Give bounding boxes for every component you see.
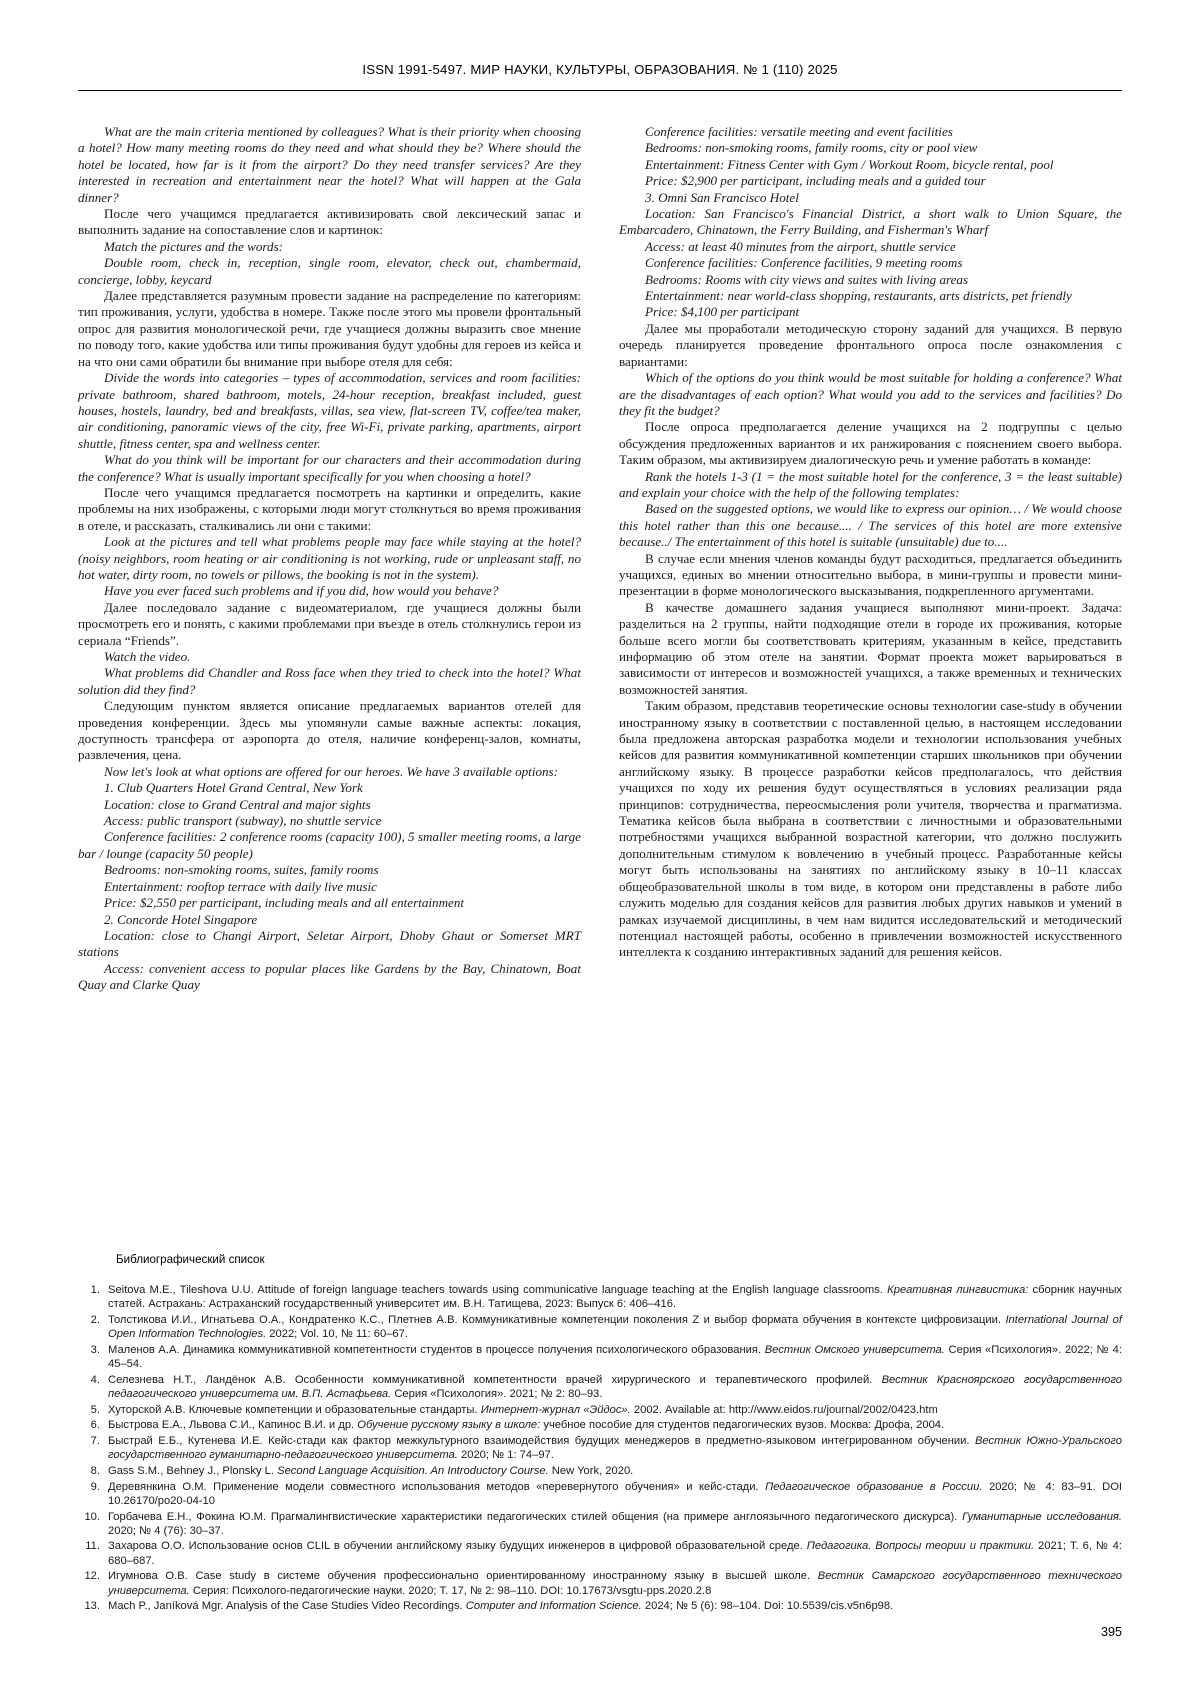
paragraph: Entertainment: Fitness Center with Gym / Workout Room, bicycle rental, pool xyxy=(645,156,1054,172)
paragraph: Следующим пунктом является описание предлагаемых вариантов отелей для проведения конференции. Здесь мы упомянули самые важные аспекты: локация, доступность трансфера от аэропорта до отеля, наличие конференц-залов, комнаты, развлечения, цена. xyxy=(78,698,581,763)
paragraph: Location: close to Changi Airport, Seletar Airport, Dhoby Ghaut or Somerset MRT stations xyxy=(78,927,581,960)
header-rule xyxy=(78,90,1122,91)
paragraph: После чего учащимся предлагается активизировать свой лексический запас и выполнить задание на сопоставление слов и картинок: xyxy=(78,206,581,238)
reference-text: Gass S.M., Behney J., Plonsky L. Second Language Acquisition. An Introductory Course. New York, 2020. xyxy=(108,1464,634,1477)
body-columns xyxy=(78,124,1122,994)
paragraph: Have you ever faced such problems and if you did, how would you behave? xyxy=(104,583,499,599)
reference-number: 6. xyxy=(90,1419,100,1432)
running-head: ISSN 1991-5497. МИР НАУКИ, КУЛЬТУРЫ, ОБРАЗОВАНИЯ. № 1 (110) 2025 xyxy=(362,62,838,77)
reference-text: Селезнева Н.Т., Ландёнок А.В. Особенности коммуникативной компетентности врачей хирургического и терапевтического профилей. Вестник Красноярского государственного педагогического университета им. В.П. Астафьева. Серия «Психология». 2021; № 2: 80–93. xyxy=(108,1373,1123,1400)
reference-text: Хуторской А.В. Ключевые компетенции и образовательные стандарты. Интернет-журнал «Эйдос». 2002. Available at: http://www.eidos.ru/journal/2002/0423.htm xyxy=(108,1403,938,1416)
paragraph: 1. Club Quarters Hotel Grand Central, New York xyxy=(104,780,363,796)
reference-number: 12. xyxy=(84,1570,100,1583)
reference-item xyxy=(78,1418,1122,1432)
reference-text: Быстрова Е.А., Львова С.И., Капинос В.И. и др. Обучение русскому языку в школе: учебное пособие для студентов педагогических вузов. Москва: Дрофа, 2004. xyxy=(108,1419,945,1432)
paragraph: What are the main criteria mentioned by colleagues? What is their priority when choosing a hotel? How many meeting rooms do they need and what should they be? Where should the hotel be located, how far is it from the airport? Do they need transfer services? Are they interested in recreation and entertainment near the hotel? What will happen at the Gala dinner? xyxy=(78,124,581,205)
paragraph: Entertainment: rooftop terrace with daily live music xyxy=(104,878,377,894)
paragraph: Match the pictures and the words: xyxy=(104,238,284,254)
page-number: 395 xyxy=(1100,1625,1122,1639)
reference-text: Деревянкина О.М. Применение модели совместного использования методов «перевернутого обучения» и кейс-стади. Педагогическое образование в России. 2020; № 4: 83–91. DOI 10.26170/po20-04-10 xyxy=(108,1480,1123,1507)
reference-item xyxy=(78,1569,1122,1597)
paragraph: Conference facilities: Conference facilities, 9 meeting rooms xyxy=(645,255,963,271)
reference-item xyxy=(78,1403,1122,1417)
paragraph: Entertainment: near world-class shopping, restaurants, arts districts, pet friendly xyxy=(645,288,1072,304)
reference-number: 1. xyxy=(90,1284,100,1296)
paragraph: Now let's look at what options are offered for our heroes. We have 3 available options: xyxy=(104,763,559,779)
reference-number: 10. xyxy=(84,1510,100,1523)
reference-item xyxy=(78,1434,1122,1462)
reference-item xyxy=(78,1539,1122,1567)
paragraph: Divide the words into categories – types of accommodation, services and room facilities: private bathroom, shared bathroom, motels, 24-hour reception, breakfast included, guest houses, hostels, laundry, bed and breakfasts, villas, sea view, flat-screen TV, coffee/tea maker, air conditioning, panoramic views of the city, free Wi-Fi, private parking, apartments, airport shuttle, fitness center, spa and wellness center. xyxy=(78,370,581,451)
paragraph: Conference facilities: 2 conference rooms (capacity 100), 5 smaller meeting rooms, a large bar / lounge (capacity 50 people) xyxy=(78,829,581,861)
paragraph: Price: $4,100 per participant xyxy=(645,304,800,320)
reference-number: 13. xyxy=(84,1600,100,1613)
reference-text: Захарова О.О. Использование основ CLIL в обучении английскому языку будущих инженеров в цифровой образовательной среде. Педагогика. Вопросы теории и практики. 2021; Т. 6, № 4: 680–687. xyxy=(108,1540,1122,1567)
reference-number: 5. xyxy=(90,1403,100,1416)
paragraph: Access: public transport (subway), no shuttle service xyxy=(104,813,382,829)
references-list xyxy=(78,1283,1122,1615)
left-column xyxy=(78,124,581,994)
paragraph: Price: $2,900 per participant, including meals and a guided tour xyxy=(645,173,986,189)
paragraph: Look at the pictures and tell what problems people may face while staying at the hotel? (noisy neighbors, room heating or air conditioning is not working, rude or unpleasant staff, no hot water, dirty room, no towels or pillows, the booking is not in the system). xyxy=(78,534,581,582)
paragraph: Таким образом, представив теоретические основы технологии case-study в обучении иностранному языку в соответствии с поставленной целью, в настоящем исследовании была предложена авторская разработка модели и технологии использования учебных кейсов для развития коммуникативной компетенции старших школьников при обучении английскому языку. В процессе разработки кейсов предполагалось, что действия учащихся по ходу их решения будут осуществляться в условиях реализации ряда принципов: сотрудничества, переосмысления роли учителя, творчества и прагматизма. Тематика кейсов была выбрана в соответствии с личностными и образовательными потребностями учащихся выбранной возрастной категории, что должно послужить дополнительным стимулом к вовлечению в учебный процесс. Разработанные кейсы могут быть использованы на занятиях по английскому языку в 10–11 классах общеобразовательной школы в том виде, в котором они представлены в работе либо служить моделью для создания кейсов для развития любых других навыков и умений в рамках изучаемой дисциплины, в чем нам видится исследовательский и методический потенциал настоящей работы, особенно в привлечении возможностей искусственного интеллекта к созданию интерактивных заданий для решения кейсов. xyxy=(619,698,1122,960)
reference-item xyxy=(78,1464,1122,1478)
reference-text: Маленов А.А. Динамика коммуникативной компетентности студентов в процессе получения психологического образования. Вестник Омского университета. Серия «Психология». 2022; № 4: 45–54. xyxy=(108,1343,1123,1371)
reference-number: 8. xyxy=(90,1464,100,1477)
paragraph: Далее мы проработали методическую сторону заданий для учащихся. В первую очередь планируется проведение фронтального опроса после ознакомления с вариантами: xyxy=(619,320,1122,369)
paragraph: Далее представляется разумным провести задание на распределение по категориям: тип проживания, услуги, удобства в номере. Также после этого мы провели фронтальный опрос для развития монологической речи, где учащиеся должны выразить свое мнение по поводу того, какие удобства или типы проживания будут удобны для героев из кейса и на что они сами обратили бы внимание при выборе отеля для себя: xyxy=(78,288,581,369)
reference-text: Seitova M.E., Tileshova U.U. Attitude of foreign language teachers towards using communicative language teaching at the English language classrooms. Креативная лингвистика: сборник научных статей. Астрахань: Астраханский государственный университет им. В.Н. Татищева, 2023: Выпуск 6: 406–416. xyxy=(108,1284,1122,1311)
paragraph: What do you think will be important for our characters and their accommodation during the conference? What is usually important specifically for you when choosing a hotel? xyxy=(78,452,581,484)
reference-item xyxy=(78,1313,1122,1341)
reference-text: Быстрай Е.Б., Кутенева И.Е. Кейс-стади как фактор межкультурного взаимодействия будущих менеджеров в предметно-языковом интегрированном обучении. Вестник Южно-Уральского государственного гуманитарно-педагогического университета. 2020; № 1: 74–97. xyxy=(108,1435,1122,1462)
reference-number: 3. xyxy=(90,1343,100,1356)
reference-item xyxy=(78,1480,1122,1508)
paragraph: В случае если мнения членов команды будут расходиться, предлагается объединить учащихся, единых во мнении относительно выбора, в мини-группы и провести мини-презентации в форме монологического высказывания, подкрепленного аргументами. xyxy=(619,550,1122,599)
paragraph: What problems did Chandler and Ross face when they tried to check into the hotel? What solution did they find? xyxy=(78,665,581,697)
paragraph: Rank the hotels 1-3 (1 = the most suitable hotel for the conference, 3 = the least suitable) and explain your choice with the help of the following templates: xyxy=(619,468,1122,500)
reference-text: Игумнова О.В. Case study в системе обучения профессионально ориентированному иностранному языку в высшей школе. Вестник Самарского государственного технического университета. Серия: Психолого-педагогические науки. 2020; Т. 17, № 2: 98–110. DOI: 10.17673/vsgtu-pps.2020.2.8 xyxy=(108,1570,1122,1597)
paragraph: Location: San Francisco's Financial District, a short walk to Union Square, the Embarcadero, Chinatown, the Ferry Building, and Fisherman's Wharf xyxy=(619,206,1122,238)
paragraph: Watch the video. xyxy=(104,649,191,664)
paragraph: Access: at least 40 minutes from the airport, shuttle service xyxy=(645,238,956,254)
right-column xyxy=(619,124,1122,994)
reference-number: 11. xyxy=(85,1540,100,1553)
reference-item xyxy=(78,1510,1122,1538)
paragraph: Location: close to Grand Central and major sights xyxy=(104,796,371,812)
paragraph: Далее последовало задание с видеоматериалом, где учащиеся должны были просмотреть его и понять, с какими проблемами при въезде в отель столкнулись герои из сериала “Friends”. xyxy=(78,599,581,648)
paragraph: Bedrooms: Rooms with city views and suites with living areas xyxy=(645,271,969,287)
reference-number: 2. xyxy=(90,1313,100,1326)
paragraph: Which of the options do you think would be most suitable for holding a conference? What are the disadvantages of each option? What would you add to the services and facilities? Do they fit the budget? xyxy=(619,370,1122,418)
reference-item xyxy=(78,1343,1122,1371)
reference-number: 9. xyxy=(90,1480,100,1493)
paragraph: Based on the suggested options, we would like to express our opinion… / We would choose this hotel rather than this one because.... / The services of this hotel are more extensive because../ The entertainment of this hotel is suitable (unsuitable) due to.... xyxy=(619,501,1122,550)
paragraph: Access: convenient access to popular places like Gardens by the Bay, Chinatown, Boat Quay and Clarke Quay xyxy=(78,960,581,993)
reference-item xyxy=(78,1599,1122,1613)
paragraph: 2. Concorde Hotel Singapore xyxy=(104,911,258,927)
reference-item xyxy=(78,1283,1122,1311)
paragraph: Double room, check in, reception, single room, elevator, check out, chambermaid, concierge, lobby, keycard xyxy=(78,255,581,287)
paragraph: После чего учащимся предлагается посмотреть на картинки и определить, какие проблемы на них изображены, с которыми люди могут столкнуться во время проживания в отеле, и рассказать, сталкивались ли они с такими: xyxy=(78,484,581,533)
paragraph: Conference facilities: versatile meeting and event facilities xyxy=(645,124,953,139)
references-heading: Библиографический список xyxy=(116,1253,265,1266)
paragraph: Bedrooms: non-smoking rooms, family rooms, city or pool view xyxy=(645,140,978,156)
paragraph: Price: $2,550 per participant, including meals and all entertainment xyxy=(104,895,465,911)
paragraph: После опроса предполагается деление учащихся на 2 подгруппы с целью обсуждения предложенных вариантов и их ранжирования с пояснением своего выбора. Таким образом, мы активизируем диалогическую речь и умение работать в команде: xyxy=(619,419,1122,468)
reference-text: Горбачева Е.Н., Фокина Ю.М. Прагмалингвистические характеристики педагогических стилей общения (на примере англоязычного педагогического дискурса). Гуманитарные исследования. 2020; № 4 (76): 30–37. xyxy=(108,1510,1123,1537)
reference-text: Толстикова И.И., Игнатьева О.А., Кондратенко К.С., Плетнев А.В. Коммуникативные компетенции поколения Z и выбор формата обучения в контексте цифровизации. International Journal of Open Information Technologies. 2022; Vol. 10, № 11: 60–67. xyxy=(108,1313,1122,1341)
reference-number: 7. xyxy=(90,1435,100,1448)
paragraph: В качестве домашнего задания учащиеся выполняют мини-проект. Задача: разделиться на 2 группы, найти подходящие отели в городе их проживания, которые больше всего могли бы соответствовать критериям, указанным в кейсе, представить информацию об этом отеле на занятии. Формат проекта может варьироваться в зависимости от интересов и возможностей учащихся, а также временных и технических возможностей занятия. xyxy=(619,599,1122,697)
reference-text: Mach P., Janíková Mgr. Analysis of the Case Studies Video Recordings. Computer and Information Science. 2024; № 5 (6): 98–104. Doi: 10.5539/cis.v5n6p98. xyxy=(108,1600,894,1613)
reference-item xyxy=(78,1373,1122,1401)
reference-number: 4. xyxy=(90,1373,100,1386)
paragraph: Bedrooms: non-smoking rooms, suites, family rooms xyxy=(104,862,379,878)
paragraph: 3. Omni San Francisco Hotel xyxy=(645,189,799,205)
